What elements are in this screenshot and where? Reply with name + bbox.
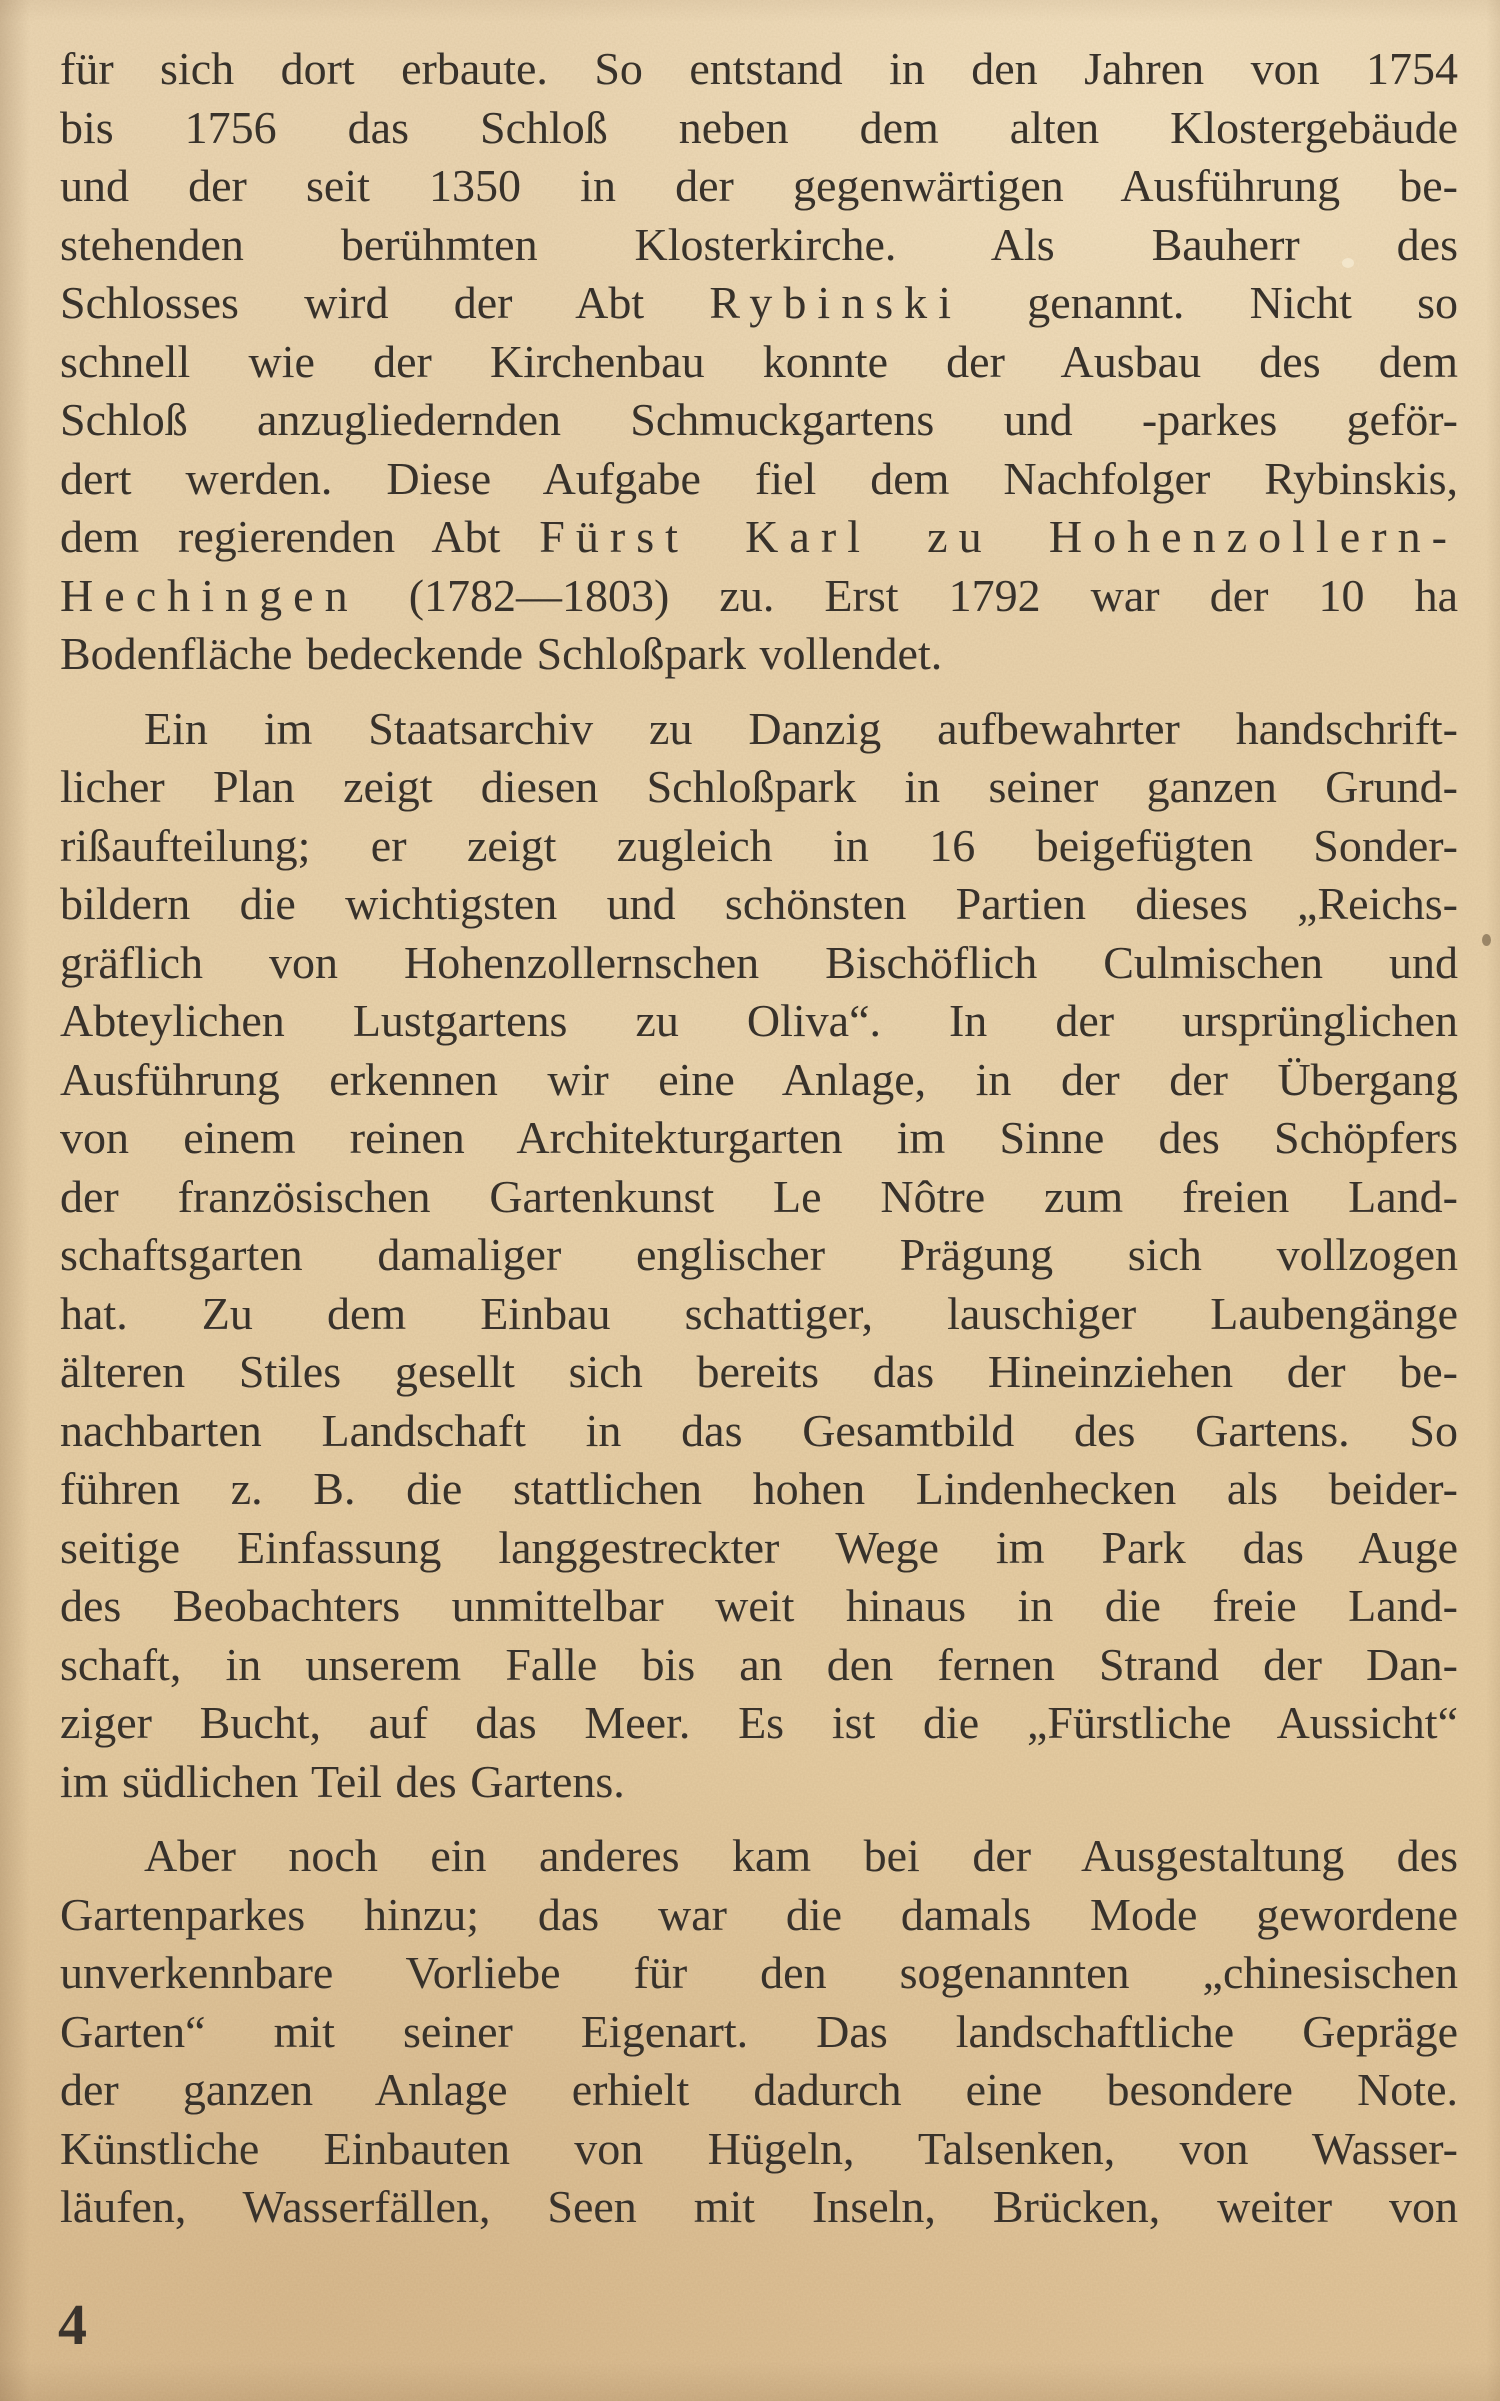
text-line	[60, 567, 1458, 626]
text-line	[60, 1226, 1458, 1285]
text-segment: Aber noch ein anderes kam bei der Ausgestaltung des	[144, 1830, 1458, 1881]
text-segment: Schloß anzugliedernden Schmuckgartens und -parkes geför-	[60, 394, 1458, 445]
text-block	[60, 40, 1458, 2237]
text-line	[60, 1636, 1458, 1695]
text-line	[60, 216, 1458, 275]
text-segment: genannt. Nicht so	[962, 277, 1459, 328]
text-line	[60, 1694, 1458, 1753]
text-line	[60, 40, 1458, 99]
scan-shadow-right	[1486, 0, 1500, 2401]
text-line	[60, 1051, 1458, 1110]
text-line	[60, 817, 1458, 876]
page-number: 4	[58, 2292, 87, 2357]
text-segment: läufen, Wasserfällen, Seen mit Inseln, Brücken, weiter von	[60, 2181, 1458, 2232]
paragraph	[60, 1827, 1458, 2237]
text-line	[60, 2003, 1458, 2062]
ink-speck	[1482, 934, 1491, 946]
text-segment: und der seit 1350 in der gegenwärtigen Ausführung be-	[60, 160, 1458, 211]
text-segment: hat. Zu dem Einbau schattiger, lauschiger Laubengänge	[60, 1287, 1458, 1339]
text-segment: Gartenparkes hinzu; das war die damals Mode gewordene	[60, 1888, 1458, 1940]
text-segment: (1782—1803) zu. Erst 1792 war der 10 ha	[358, 569, 1458, 621]
text-segment: Garten“ mit seiner Eigenart. Das landschaftliche Gepräge	[60, 2005, 1458, 2057]
paragraph	[60, 40, 1458, 684]
text-segment: für sich dort erbaute. So entstand in den Jahren von 1754	[60, 43, 1458, 94]
text-segment: Bodenfläche bedeckende Schloßpark vollendet.	[60, 628, 943, 679]
text-line	[60, 2178, 1458, 2237]
text-segment: des Beobachters unmittelbar weit hinaus in die freie Land-	[60, 1580, 1458, 1631]
text-segment: Abteylichen Lustgartens zu Oliva“. In der ursprünglichen	[60, 995, 1458, 1046]
text-line	[60, 1343, 1458, 1402]
text-line	[60, 450, 1458, 509]
text-segment: Schlosses wird der Abt	[60, 277, 710, 328]
text-line	[60, 1753, 1458, 1812]
letterspaced-text: Rybinski	[709, 277, 963, 328]
text-line	[60, 1519, 1458, 1578]
scan-shadow-bottom	[0, 2361, 1500, 2401]
text-segment: ziger Bucht, auf das Meer. Es ist die „Fürstliche Aussicht“	[60, 1697, 1458, 1748]
text-line	[60, 99, 1458, 158]
scan-shadow-left	[0, 0, 30, 2401]
text-segment: der französischen Gartenkunst Le Nôtre zum freien Land-	[60, 1170, 1458, 1222]
text-segment: licher Plan zeigt diesen Schloßpark in seiner ganzen Grund-	[60, 761, 1458, 812]
text-segment: bis 1756 das Schloß neben dem alten Klostergebäude	[60, 101, 1458, 153]
letterspaced-text: Fürst Karl zu Hohenzollern-	[539, 511, 1459, 562]
text-segment: der ganzen Anlage erhielt dadurch eine besondere Note.	[60, 2064, 1458, 2115]
text-line	[60, 875, 1458, 934]
text-line	[60, 1285, 1458, 1344]
text-line	[60, 391, 1458, 450]
text-line	[60, 1402, 1458, 1461]
text-segment: schnell wie der Kirchenbau konnte der Ausbau des dem	[60, 335, 1458, 387]
text-line	[60, 1168, 1458, 1227]
text-segment: schaftsgarten damaliger englischer Prägung sich vollzogen	[60, 1229, 1458, 1280]
text-line	[60, 1109, 1458, 1168]
text-line	[60, 934, 1458, 993]
text-line	[60, 992, 1458, 1051]
text-segment: bildern die wichtigsten und schönsten Partien dieses „Reichs-	[60, 878, 1458, 929]
text-line	[60, 1460, 1458, 1519]
text-segment: Ein im Staatsarchiv zu Danzig aufbewahrter handschrift-	[144, 702, 1458, 754]
text-segment: älteren Stiles gesellt sich bereits das Hineinziehen der be-	[60, 1346, 1458, 1397]
text-segment: Ausführung erkennen wir eine Anlage, in der der Übergang	[60, 1053, 1458, 1105]
text-segment: Künstliche Einbauten von Hügeln, Talsenken, von Wasser-	[60, 2122, 1458, 2174]
text-segment: unverkennbare Vorliebe für den sogenannten „chinesischen	[60, 1947, 1458, 1998]
text-line	[60, 1886, 1458, 1945]
text-segment: von einem reinen Architekturgarten im Sinne des Schöpfers	[60, 1112, 1458, 1163]
text-segment: schaft, in unserem Falle bis an den fernen Strand der Dan-	[60, 1638, 1458, 1690]
text-line	[60, 274, 1458, 333]
letterspaced-text: Hechingen	[60, 569, 359, 621]
text-segment: dert werden. Diese Aufgabe fiel dem Nachfolger Rybinskis,	[60, 452, 1458, 504]
paragraph	[60, 700, 1458, 1812]
text-segment: führen z. B. die stattlichen hohen Lindenhecken als beider-	[60, 1463, 1458, 1514]
text-line	[60, 1577, 1458, 1636]
text-segment: dem regierenden Abt	[60, 511, 540, 562]
text-segment: nachbarten Landschaft in das Gesamtbild des Gartens. So	[60, 1404, 1458, 1456]
text-line	[60, 157, 1458, 216]
text-line	[60, 700, 1458, 759]
text-line	[60, 508, 1458, 567]
text-segment: rißaufteilung; er zeigt zugleich in 16 beigefügten Sonder-	[60, 819, 1458, 871]
text-segment: gräflich von Hohenzollernschen Bischöflich Culmischen und	[60, 936, 1458, 988]
text-line	[60, 1827, 1458, 1886]
text-segment: seitige Einfassung langgestreckter Wege im Park das Auge	[60, 1521, 1458, 1573]
text-line	[60, 2061, 1458, 2120]
text-line	[60, 2120, 1458, 2179]
text-line	[60, 333, 1458, 392]
text-line	[60, 1944, 1458, 2003]
scan-shadow-top	[0, 0, 1500, 22]
text-segment: stehenden berühmten Klosterkirche. Als Bauherr des	[60, 218, 1458, 270]
text-line	[60, 758, 1458, 817]
text-line	[60, 625, 1458, 684]
text-segment: im südlichen Teil des Gartens.	[60, 1755, 625, 1807]
